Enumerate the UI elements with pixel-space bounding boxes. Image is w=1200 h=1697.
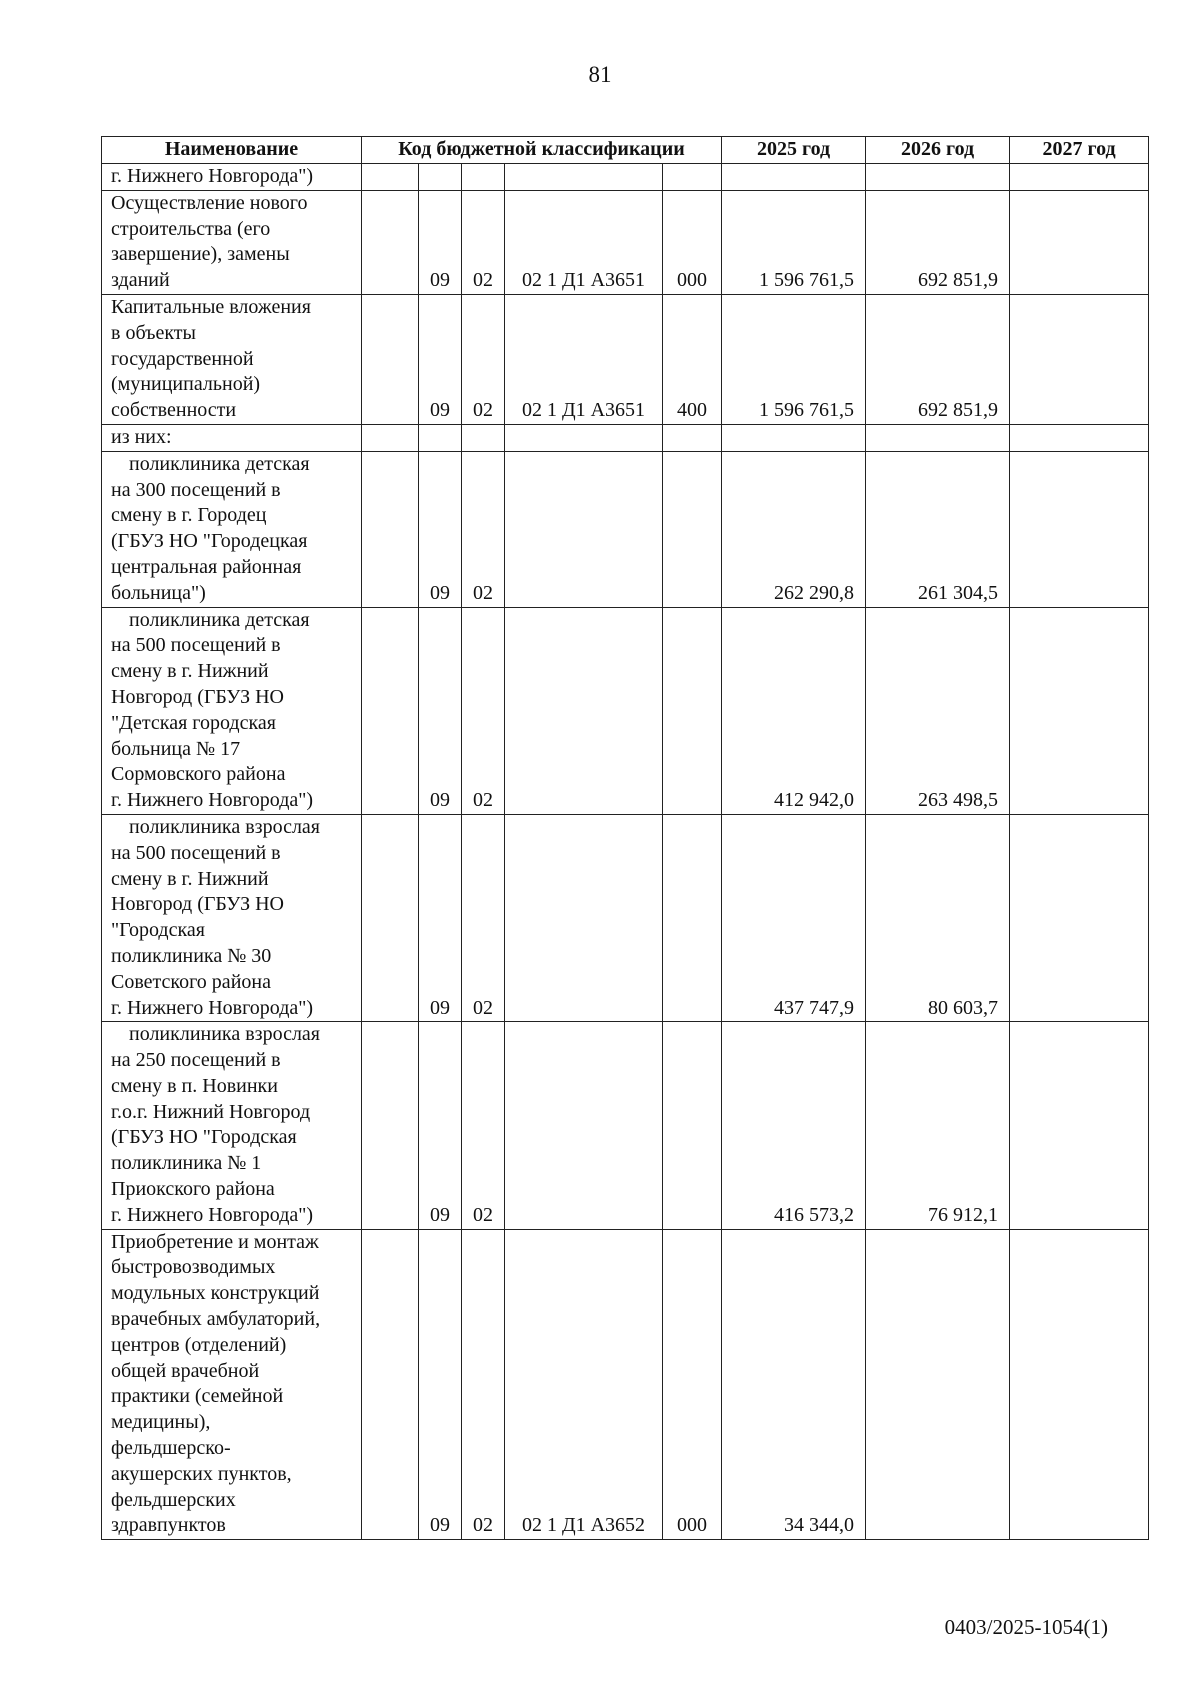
value-2025: 412 942,0 (722, 607, 866, 814)
code-subsection: 02 (462, 1022, 505, 1229)
row-name: поликлиника детская на 300 посещений в смену в г. Городец (ГБУЗ НО "Городецкая центральная районная больница") (102, 451, 362, 607)
row-name: поликлиника детская на 500 посещений в смену в г. Нижний Новгород (ГБУЗ НО "Детская городская больница № 17 Сормовского района г. Нижнего Новгорода") (102, 607, 362, 814)
code-admin (362, 424, 419, 451)
document-code: 0403/2025-1054(1) (944, 1615, 1108, 1639)
value-2026: 263 498,5 (866, 607, 1010, 814)
header-name: Наименование (102, 137, 362, 164)
value-2026: 80 603,7 (866, 814, 1010, 1021)
code-section: 09 (419, 294, 462, 424)
value-2026: 76 912,1 (866, 1022, 1010, 1229)
value-2025 (722, 164, 866, 191)
code-admin (362, 190, 419, 294)
code-subsection (462, 164, 505, 191)
code-admin (362, 294, 419, 424)
code-expense-type (663, 607, 722, 814)
value-2027 (1010, 607, 1149, 814)
header-2025: 2025 год (722, 137, 866, 164)
value-2027 (1010, 1022, 1149, 1229)
table-header-row (102, 137, 1149, 164)
code-subsection: 02 (462, 294, 505, 424)
code-section: 09 (419, 607, 462, 814)
code-section (419, 164, 462, 191)
code-admin (362, 1022, 419, 1229)
code-expense-type: 400 (663, 294, 722, 424)
value-2026 (866, 424, 1010, 451)
value-2027 (1010, 1229, 1149, 1540)
value-2027 (1010, 814, 1149, 1021)
header-2027: 2027 год (1010, 137, 1149, 164)
code-target-article: 02 1 Д1 А3651 (505, 294, 663, 424)
value-2025: 1 596 761,5 (722, 294, 866, 424)
budget-table (101, 136, 1149, 1540)
code-section: 09 (419, 814, 462, 1021)
code-subsection: 02 (462, 607, 505, 814)
value-2026 (866, 164, 1010, 191)
table-row (102, 190, 1149, 294)
header-2026: 2026 год (866, 137, 1010, 164)
code-target-article (505, 814, 663, 1021)
code-admin (362, 1229, 419, 1540)
row-name: поликлиника взрослая на 500 посещений в смену в г. Нижний Новгород (ГБУЗ НО "Городская поликлиника № 30 Советского района г. Нижнего Новгорода") (102, 814, 362, 1021)
value-2026 (866, 1229, 1010, 1540)
code-subsection (462, 424, 505, 451)
table-row (102, 607, 1149, 814)
value-2025: 1 596 761,5 (722, 190, 866, 294)
code-subsection: 02 (462, 814, 505, 1021)
row-name: Приобретение и монтаж быстровозводимых модульных конструкций врачебных амбулаторий, центров (отделений) общей врачебной практики (семейной медицины), фельдшерско- акушерских пунктов, фельдшерских здравпунктов (102, 1229, 362, 1540)
value-2027 (1010, 451, 1149, 607)
code-section: 09 (419, 451, 462, 607)
value-2025 (722, 424, 866, 451)
row-name: г. Нижнего Новгорода") (102, 164, 362, 191)
code-section (419, 424, 462, 451)
code-expense-type (663, 451, 722, 607)
table-body (102, 164, 1149, 1540)
code-subsection: 02 (462, 451, 505, 607)
code-expense-type (663, 814, 722, 1021)
page-number: 81 (588, 62, 612, 87)
code-admin (362, 451, 419, 607)
code-section: 09 (419, 190, 462, 294)
code-target-article (505, 424, 663, 451)
table-row (102, 294, 1149, 424)
table-row (102, 1229, 1149, 1540)
row-name: из них: (102, 424, 362, 451)
value-2026: 692 851,9 (866, 294, 1010, 424)
code-target-article (505, 451, 663, 607)
code-section: 09 (419, 1229, 462, 1540)
code-section: 09 (419, 1022, 462, 1229)
code-admin (362, 164, 419, 191)
value-2025: 416 573,2 (722, 1022, 866, 1229)
value-2027 (1010, 294, 1149, 424)
value-2026: 261 304,5 (866, 451, 1010, 607)
code-subsection: 02 (462, 190, 505, 294)
row-name: поликлиника взрослая на 250 посещений в смену в п. Новинки г.о.г. Нижний Новгород (ГБУЗ НО "Городская поликлиника № 1 Приокского района г. Нижнего Новгорода") (102, 1022, 362, 1229)
value-2027 (1010, 190, 1149, 294)
table-row (102, 814, 1149, 1021)
code-target-article: 02 1 Д1 А3651 (505, 190, 663, 294)
table-row (102, 451, 1149, 607)
row-name: Осуществление нового строительства (его завершение), замены зданий (102, 190, 362, 294)
code-admin (362, 607, 419, 814)
value-2026: 692 851,9 (866, 190, 1010, 294)
value-2025: 34 344,0 (722, 1229, 866, 1540)
table-row (102, 1022, 1149, 1229)
row-name: Капитальные вложения в объекты государственной (муниципальной) собственности (102, 294, 362, 424)
code-expense-type (663, 164, 722, 191)
code-expense-type: 000 (663, 1229, 722, 1540)
code-subsection: 02 (462, 1229, 505, 1540)
value-2027 (1010, 424, 1149, 451)
header-code: Код бюджетной классификации (362, 137, 722, 164)
code-admin (362, 814, 419, 1021)
code-expense-type (663, 1022, 722, 1229)
code-target-article (505, 1022, 663, 1229)
value-2027 (1010, 164, 1149, 191)
code-expense-type (663, 424, 722, 451)
value-2025: 262 290,8 (722, 451, 866, 607)
code-expense-type: 000 (663, 190, 722, 294)
table-row (102, 424, 1149, 451)
code-target-article: 02 1 Д1 А3652 (505, 1229, 663, 1540)
value-2025: 437 747,9 (722, 814, 866, 1021)
table-row (102, 164, 1149, 191)
code-target-article (505, 164, 663, 191)
code-target-article (505, 607, 663, 814)
